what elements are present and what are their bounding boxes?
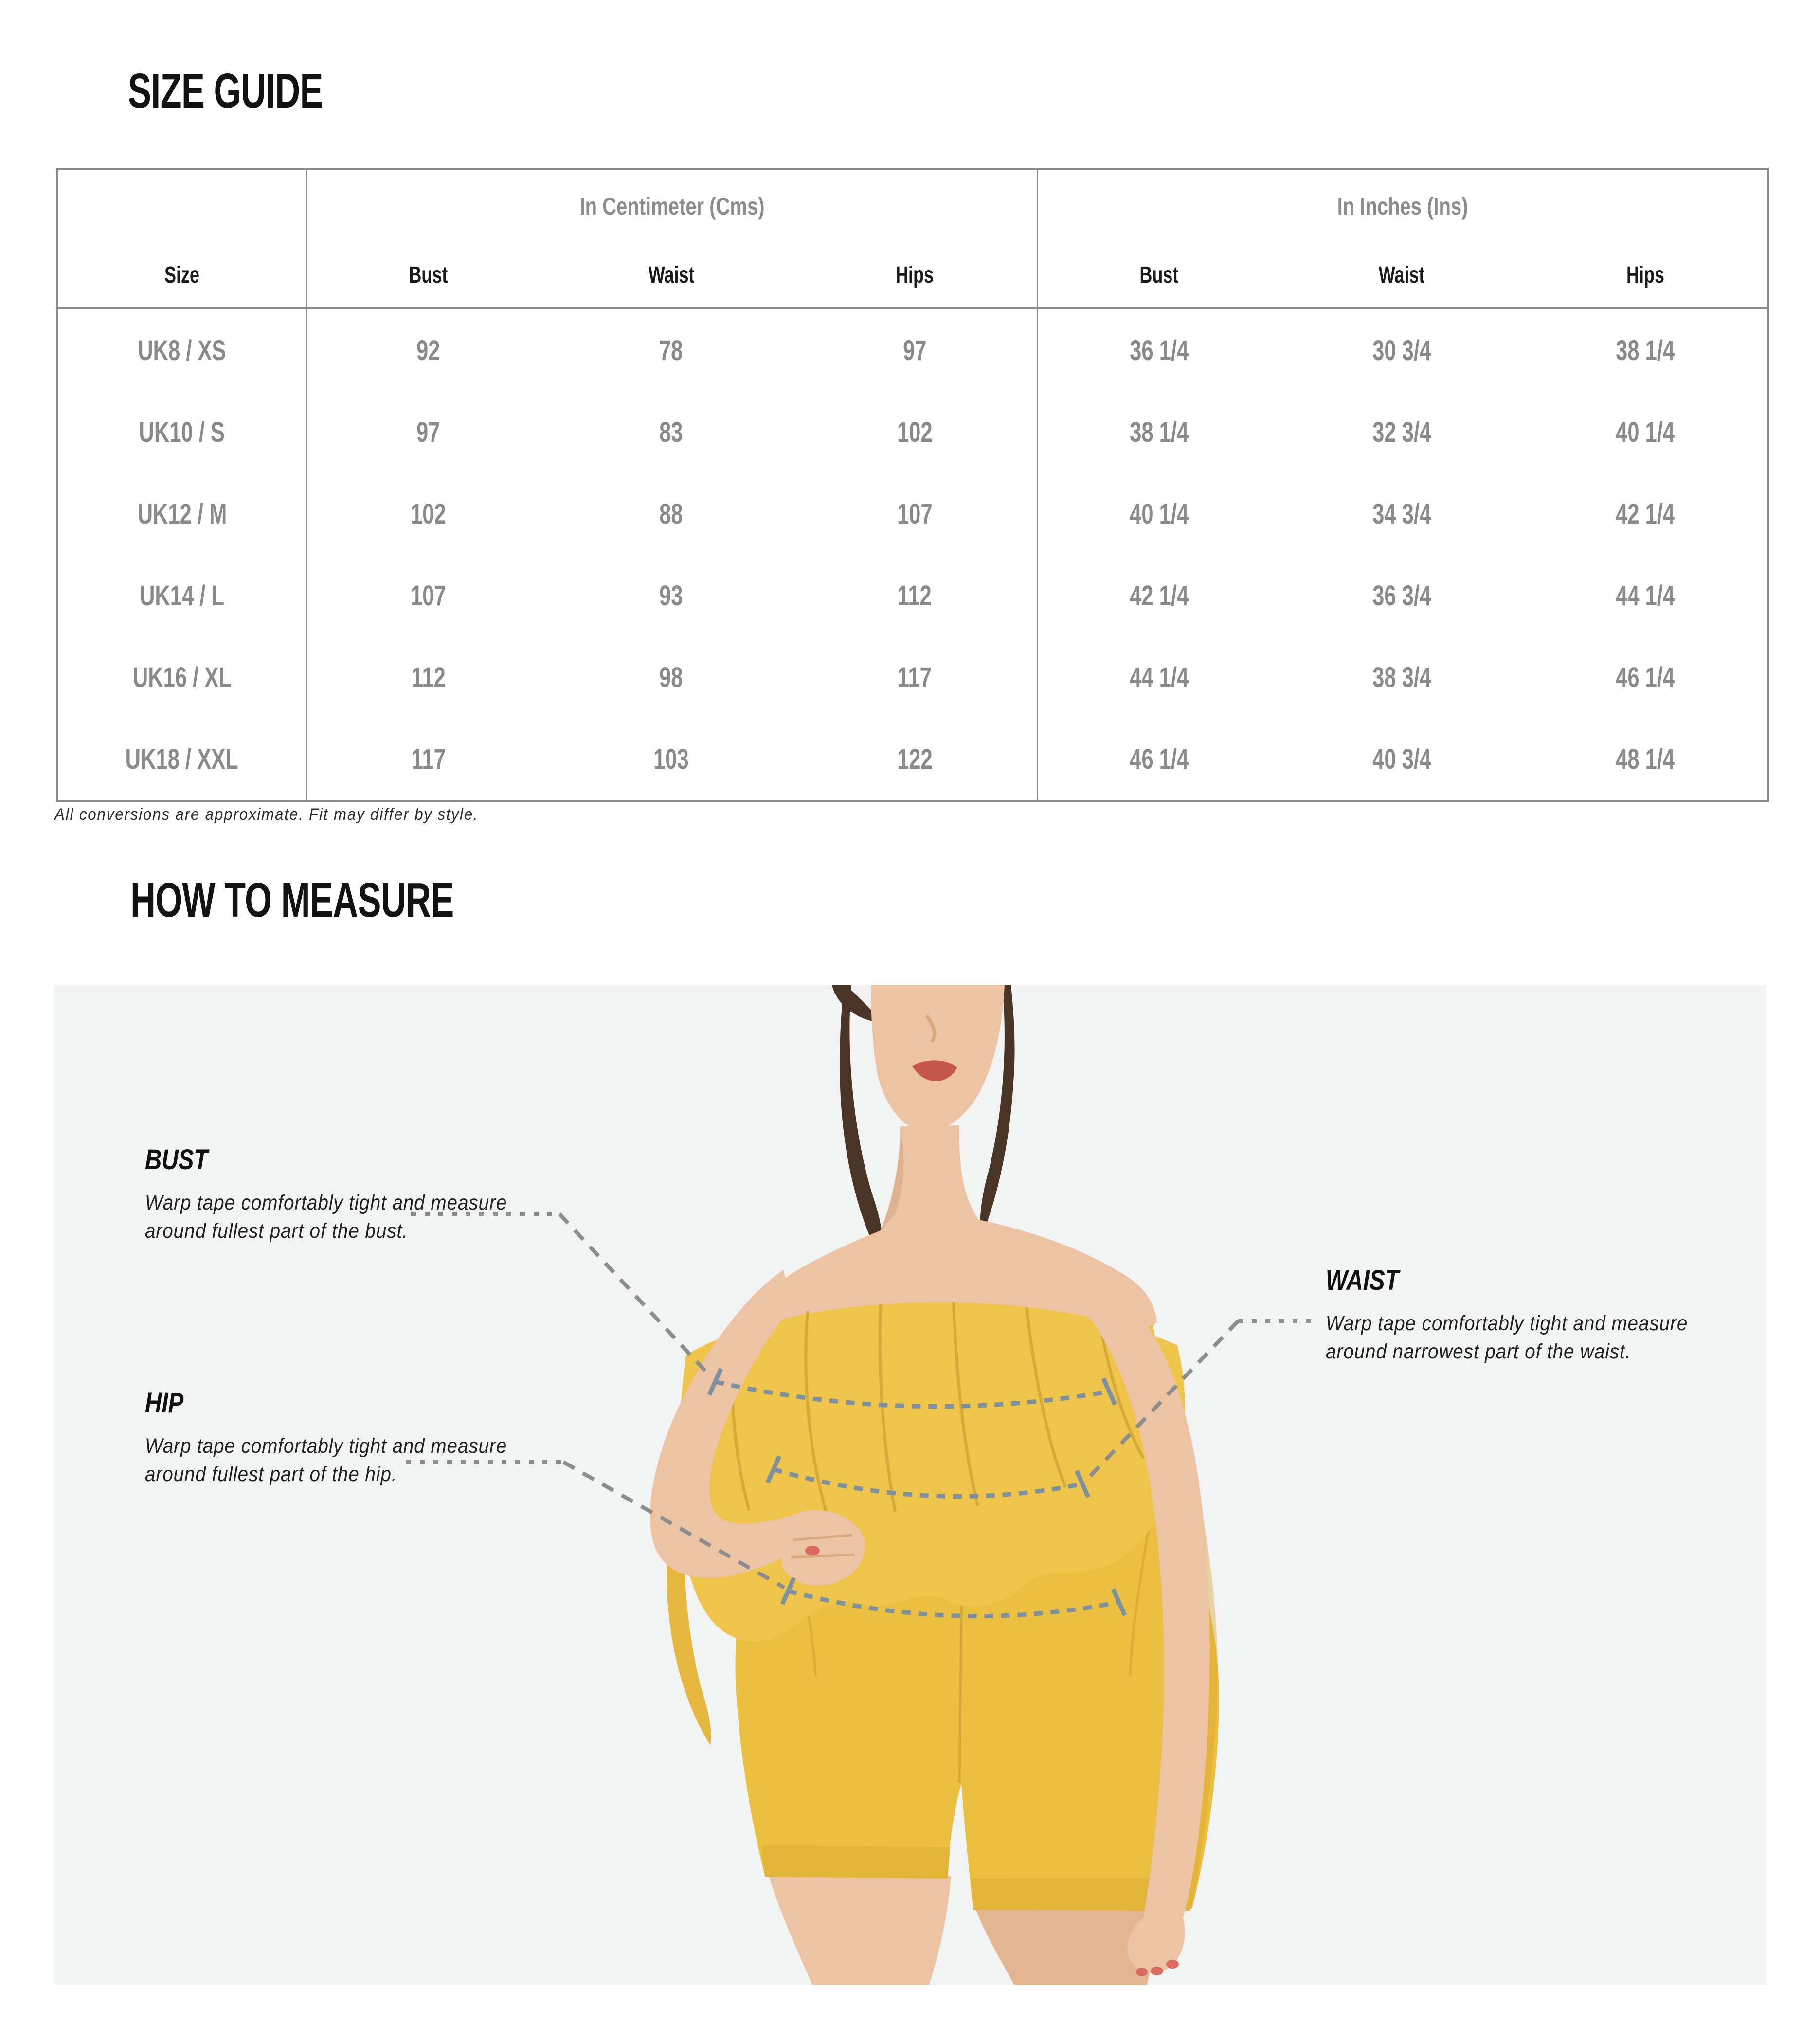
how-to-measure-photo: [54, 985, 1766, 1985]
table-row: UK14 / L 107 93 112 42 1/4 36 3/4 44 1/4: [58, 555, 1767, 636]
right-nail-2: [1151, 1967, 1163, 1975]
column-header-size: Size: [164, 262, 200, 288]
table-row: UK10 / S 97 83 102 38 1/4 32 3/4 40 1/4: [58, 391, 1767, 473]
hip-annotation-line1: Warp tape comfortably tight and measure: [145, 1434, 507, 1458]
table-row: UK16 / XL 112 98 117 44 1/4 38 3/4 46 1/4: [58, 636, 1767, 718]
hip-annotation-title: HIP: [145, 1387, 184, 1419]
left-cuff: [761, 1845, 950, 1879]
column-header-hips-cm: Hips: [896, 262, 934, 288]
bust-annotation-line1: Warp tape comfortably tight and measure: [145, 1191, 507, 1214]
size-table-header: [58, 170, 1767, 309]
column-header-waist-cm: Waist: [648, 262, 695, 288]
row-size-label: UK12 / M: [137, 498, 227, 530]
bust-annotation-line2: around fullest part of the bust.: [145, 1219, 408, 1243]
size-table-corner-cell: [58, 170, 306, 243]
size-guide-title: SIZE GUIDE: [128, 64, 323, 118]
row-size-label: UK10 / S: [139, 416, 225, 448]
row-size-label: UK18 / XXL: [125, 743, 239, 775]
hip-annotation-line2: around fullest part of the hip.: [145, 1463, 397, 1486]
bust-leader-diagonal: [559, 1214, 711, 1377]
group-header-centimeters: In Centimeter (Cms): [306, 170, 1037, 243]
row-size-label: UK16 / XL: [132, 661, 232, 693]
table-footnote: All conversions are approximate. Fit may differ by style.: [54, 805, 479, 824]
column-header-waist-in: Waist: [1378, 262, 1425, 288]
waist-annotation-title: WAIST: [1326, 1265, 1399, 1296]
size-table: [56, 168, 1769, 802]
column-header-hips-in: Hips: [1626, 262, 1664, 288]
table-row: UK12 / M 102 88 107 40 1/4 34 3/4 42 1/4: [58, 473, 1767, 555]
how-to-measure-title: HOW TO MEASURE: [130, 873, 454, 927]
size-table-body: [58, 309, 1767, 800]
waist-annotation-line2: around narrowest part of the waist.: [1326, 1340, 1631, 1363]
left-hand-nail: [805, 1546, 820, 1555]
table-row: UK8 / XS 92 78 97 36 1/4 30 3/4 38 1/4: [58, 309, 1767, 391]
bust-annotation-title: BUST: [145, 1144, 208, 1175]
waist-annotation-line1: Warp tape comfortably tight and measure: [1326, 1312, 1688, 1335]
table-row: UK18 / XXL 117 103 122 46 1/4 40 3/4 48 1/4: [58, 718, 1767, 800]
neck: [881, 1125, 979, 1230]
left-leg: [769, 1876, 951, 1985]
column-header-bust-cm: Bust: [306, 243, 550, 307]
right-nail-1: [1166, 1960, 1179, 1969]
column-header-bust-in: Bust: [1037, 243, 1280, 307]
model-face: [871, 985, 1005, 1132]
group-header-inches: In Inches (Ins): [1037, 170, 1767, 243]
right-nail-3: [1136, 1968, 1148, 1976]
row-size-label: UK8 / XS: [138, 334, 226, 366]
row-size-label: UK14 / L: [139, 579, 225, 612]
